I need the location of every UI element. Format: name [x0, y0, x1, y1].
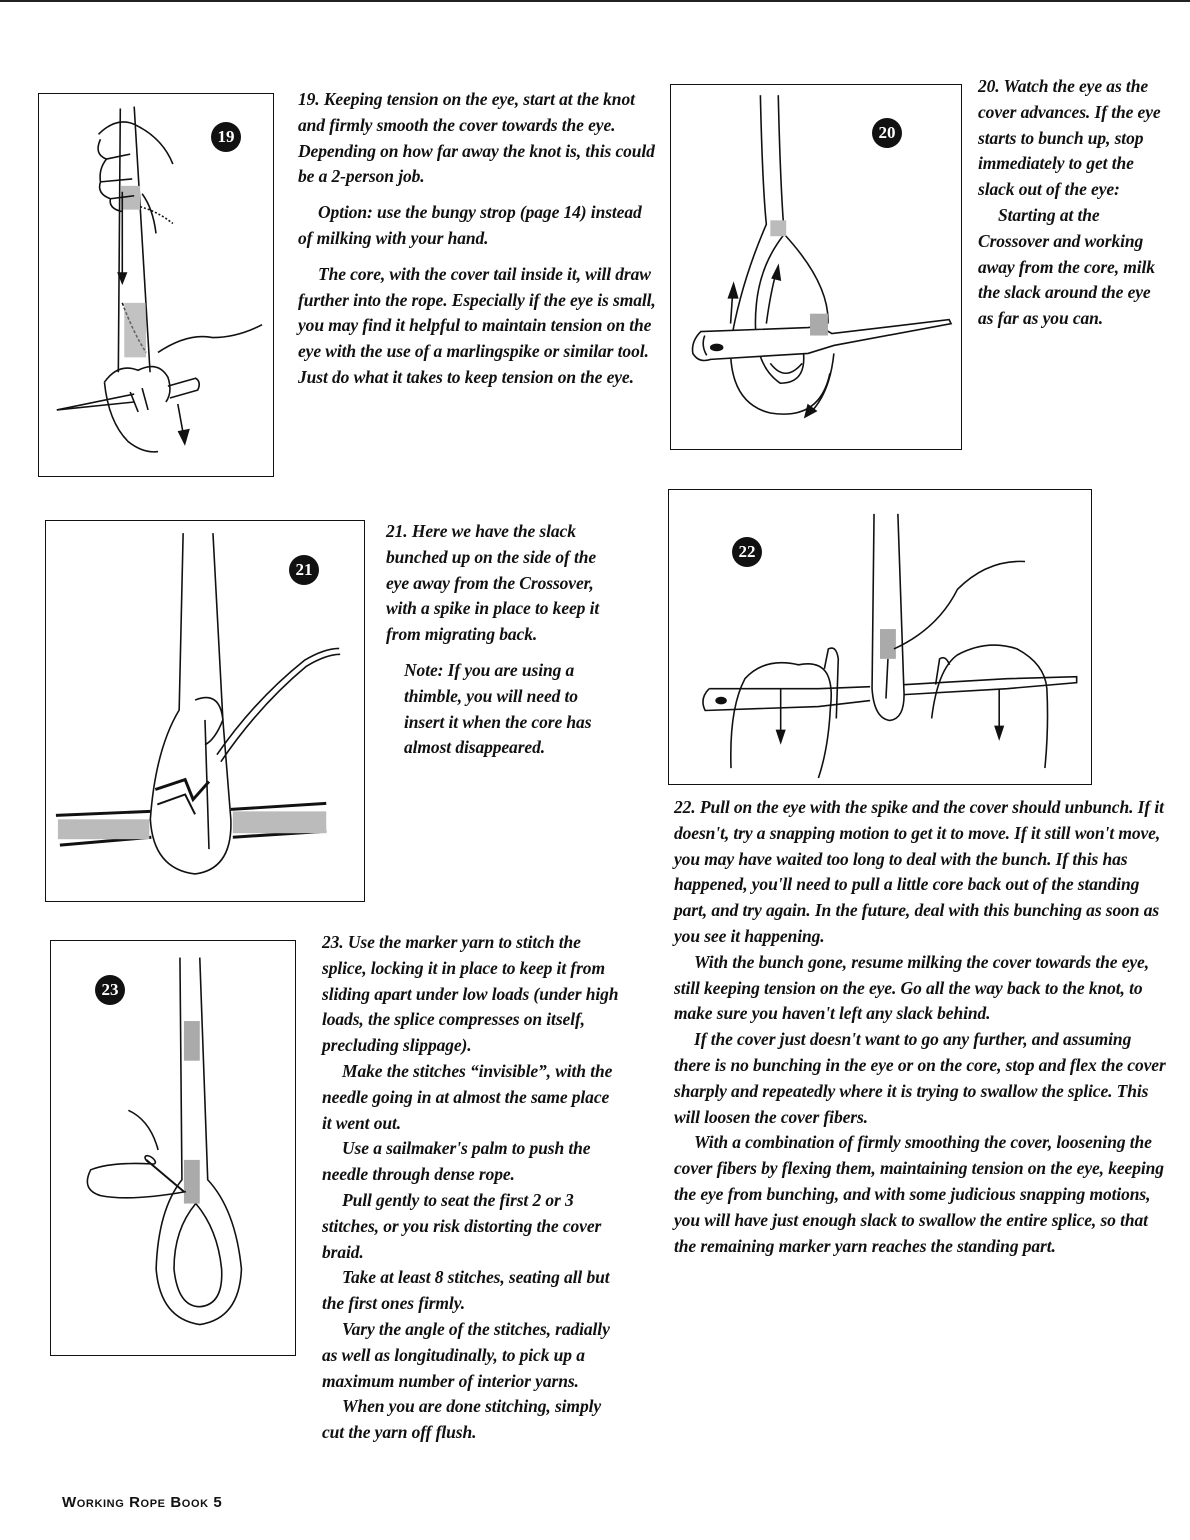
- step-23-text: [322, 930, 622, 1446]
- step-21-text: [386, 519, 616, 761]
- step-badge-22: 22: [732, 537, 762, 567]
- step-22-text: [674, 795, 1166, 1259]
- step-23-paragraph: When you are done stitching, simply cut the yarn off flush.: [322, 1396, 602, 1443]
- step-badge-23: 23: [95, 975, 125, 1005]
- step-22-paragraph: 22. Pull on the eye with the spike and the cover should unbunch. If it doesn't, try a snapping motion to get it to move. If it still won't move, you may have waited too long to deal with the bunch. If this has happened, you'll need to pull a little core back out of the standing part, and try again. In the future, deal with this bunching as soon as you see it happening.: [674, 797, 1164, 946]
- step-20-paragraph: 20. Watch the eye as the cover advances. If the eye starts to bunch up, stop immediately to get the slack out of the eye:: [978, 76, 1161, 200]
- page-top-edge: [0, 0, 1190, 2]
- step-23-paragraph: Make the stitches “invisible”, with the needle going in at almost the same place it went out.: [322, 1060, 613, 1133]
- step-23-paragraph: Pull gently to seat the first 2 or 3 stitches, or you risk distorting the cover braid.: [322, 1189, 602, 1262]
- step-22-paragraph: With the bunch gone, resume milking the cover towards the eye, still keeping tension on the eye. Go all the way back to the knot, to make sure you haven't left any slack behind.: [674, 951, 1149, 1024]
- step-badge-21: 21: [289, 555, 319, 585]
- step-19-paragraph: The core, with the cover tail inside it, will draw further into the rope. Especially if the eye is small, you may find it helpful to maintain tension on the eye with the use of a marlingspike or similar tool. Just do what it takes to keep tension on the eye.: [298, 263, 656, 387]
- figure-19-drawing: [39, 94, 273, 476]
- figure-23-illustration: [50, 940, 296, 1356]
- step-23-paragraph: Vary the angle of the stitches, radially as well as longitudinally, to pick up a maximum number of interior yarns.: [322, 1318, 610, 1391]
- step-19-paragraph: Option: use the bungy strop (page 14) instead of milking with your hand.: [298, 202, 642, 248]
- step-22-paragraph: If the cover just doesn't want to go any further, and assuming there is no bunching in the eye or on the core, stop and flex the cover sharply and repeatedly where it is trying to swallow the splice. This will loosen the cover fibers.: [674, 1029, 1166, 1127]
- page-footer-book-title: Working Rope Book 5: [62, 1494, 223, 1511]
- figure-22-illustration: [668, 489, 1092, 785]
- step-23-paragraph: Take at least 8 stitches, seating all but the first ones firmly.: [322, 1267, 610, 1314]
- step-23-paragraph: Use a sailmaker's palm to push the needle through dense rope.: [322, 1138, 591, 1185]
- figure-20-illustration: [670, 84, 962, 450]
- step-23-paragraph: 23. Use the marker yarn to stitch the splice, locking it in place to keep it from sliding apart under low loads (under high loads, the splice compresses on itself, precluding slippage).: [322, 932, 619, 1056]
- step-badge-20: 20: [872, 118, 902, 148]
- step-20-paragraph: Starting at the Crossover and working away from the core, milk the slack around the eye as far as you can.: [978, 204, 1155, 329]
- figure-19-illustration: [38, 93, 274, 477]
- figure-22-drawing: [669, 490, 1091, 784]
- figure-21-illustration: [45, 520, 365, 902]
- step-22-paragraph: With a combination of firmly smoothing the cover, loosening the cover fibers by flexing them, maintaining tension on the eye, keeping the eye from bunching, and with some judicious snapping motions, you will have just enough slack to swallow the entire splice, so that the remaining marker yarn reaches the standing part.: [674, 1132, 1164, 1256]
- step-19-paragraph: 19. Keeping tension on the eye, start at the knot and firmly smooth the cover towards the eye. Depending on how far away the knot is, this could be a 2-person job.: [298, 89, 655, 187]
- step-21-paragraph: Note: If you are using a thimble, you will need to insert it when the core has almost disappeared.: [404, 659, 592, 758]
- figure-20-drawing: [671, 85, 961, 449]
- step-21-paragraph: 21. Here we have the slack bunched up on the side of the eye away from the Crossover, with a spike in place to keep it from migrating back.: [386, 521, 600, 645]
- step-19-text: [298, 87, 658, 391]
- step-20-text: [978, 74, 1168, 332]
- step-badge-19: 19: [211, 122, 241, 152]
- figure-23-drawing: [51, 941, 295, 1355]
